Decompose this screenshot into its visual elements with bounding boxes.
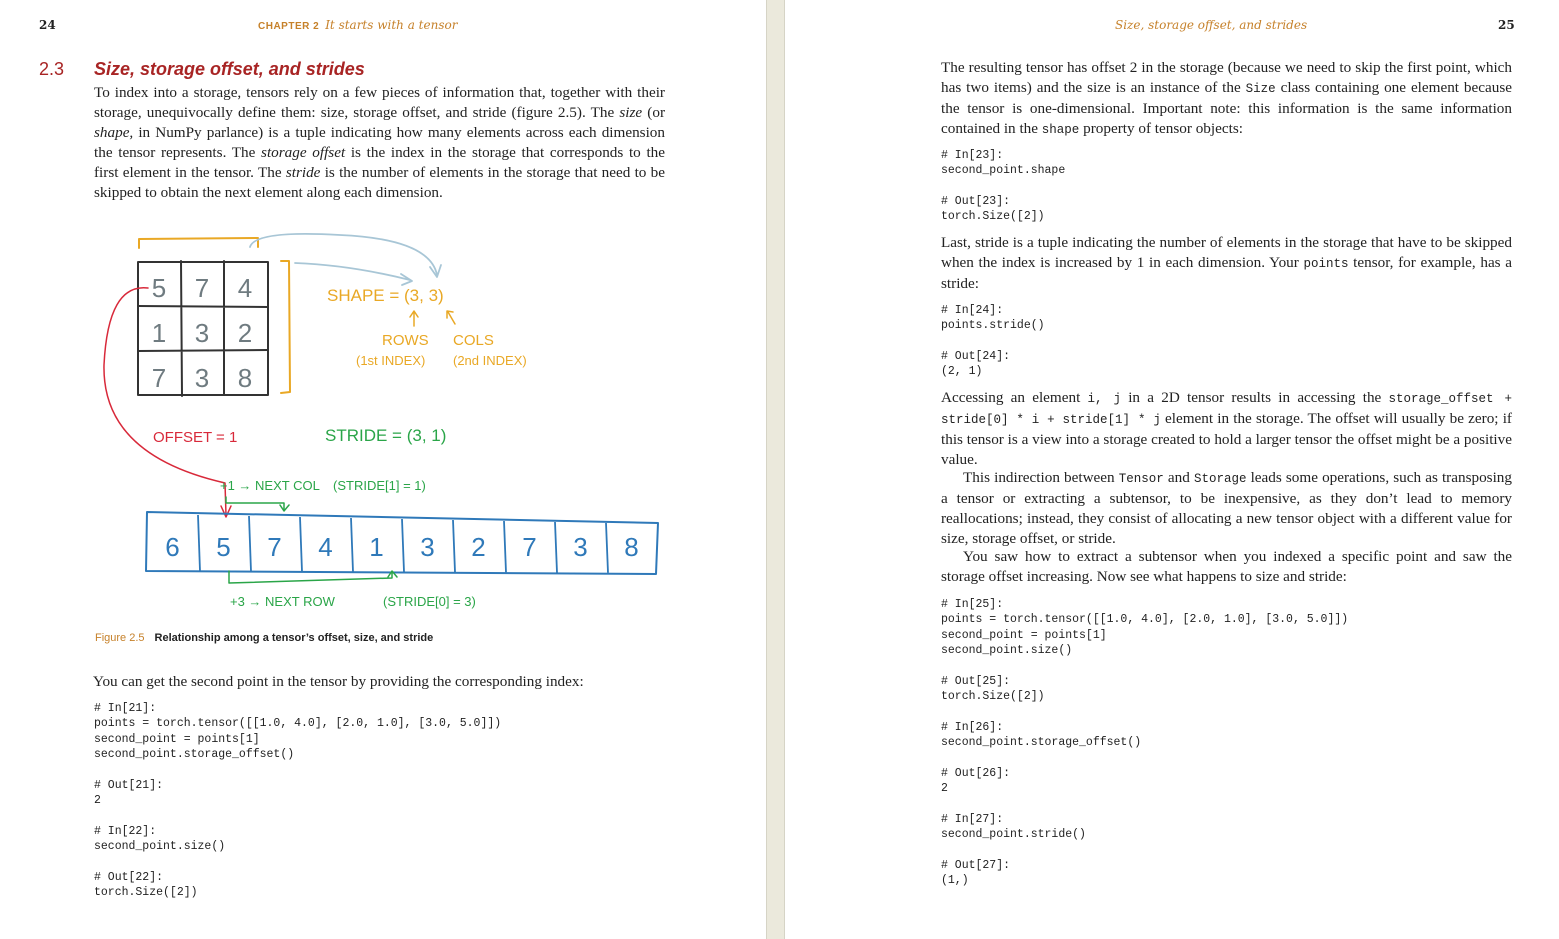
offset-label: OFFSET = 1 <box>153 429 238 446</box>
text-run: element in the storage. The offset will usually be zero; if this tensor is a view into a storage created to hold a larger tensor the offset might be a positive value. <box>941 410 1512 468</box>
code-out-22: # Out[22]: torch.Size([2]) <box>94 871 198 900</box>
text-run: Storage <box>1193 472 1247 486</box>
running-head-right <box>1115 18 1307 32</box>
text-run: stride <box>285 164 321 181</box>
running-head-right-text: Size, storage offset, and strides <box>1115 18 1308 32</box>
matrix-cell: 8 <box>237 363 253 393</box>
page-number-right: 25 <box>1498 18 1515 32</box>
text-run: in NumPy parlance) is a tuple indicating how many elements across each dimension the tensor represents. The <box>94 124 665 161</box>
shape-label: SHAPE = (3, 3) <box>327 286 444 305</box>
matrix-cell: 7 <box>151 363 167 393</box>
paragraph-offset <box>941 58 1512 140</box>
paragraph-indirection <box>941 468 1512 549</box>
page-number-left: 24 <box>39 18 56 32</box>
text-run: size <box>619 104 643 121</box>
text-run: points <box>1303 257 1349 271</box>
text-run: Last, stride is a tuple indicating the number of elements in the storage that have to be skipped when the index is increased by 1 in each dimension. Your <box>941 234 1512 271</box>
right-page <box>785 0 1559 939</box>
cols-label: COLS <box>453 332 494 349</box>
code-in-25: # In[25]: points = torch.tensor([[1.0, 4.0], [2.0, 1.0], [3.0, 5.0]]) second_point = points[1] second_point.size() <box>941 598 1349 658</box>
text-run: and <box>1163 469 1194 486</box>
shape-arrow-top <box>250 234 437 275</box>
text-run: in a 2D tensor results in accessing the <box>1120 389 1389 406</box>
storage-cell: 6 <box>165 532 180 562</box>
text-run: tensor, for example, has a stride: <box>941 254 1512 292</box>
storage-cell: 1 <box>369 532 384 562</box>
code-out-24: # Out[24]: (2, 1) <box>941 350 1011 379</box>
figure-caption <box>95 632 433 644</box>
figure-2-5 <box>0 225 766 625</box>
text-run: Tensor <box>1118 472 1164 486</box>
matrix-cell: 3 <box>194 363 210 393</box>
section-number: 2.3 <box>39 59 65 79</box>
figure-caption-text: Relationship among a tensor’s offset, size, and stride <box>154 632 434 644</box>
storage-divider <box>300 517 302 572</box>
next-row-label: +3 → NEXT ROW <box>230 594 335 609</box>
section-title: Size, storage offset, and strides <box>94 59 365 79</box>
storage-cell: 2 <box>471 532 486 562</box>
matrix-cell: 4 <box>237 273 253 303</box>
text-run: Accessing an element <box>941 389 1088 406</box>
next-row-stride: (STRIDE[0] = 3) <box>383 594 476 609</box>
text-run: i, j <box>1087 392 1121 406</box>
code-in-23: # In[23]: second_point.shape <box>941 149 1066 178</box>
matrix-cell: 1 <box>151 318 167 348</box>
text-run: This indirection between <box>963 469 1119 486</box>
code-in-21: # In[21]: points = torch.tensor([[1.0, 4.0], [2.0, 1.0], [3.0, 5.0]]) second_point = points[1] second_point.storage_offset() <box>94 702 502 762</box>
storage-divider <box>606 523 608 573</box>
left-page <box>0 0 766 939</box>
text-run: is the index in the storage that corresponds to the first element in the tensor. The <box>94 144 665 181</box>
text-run: shape, <box>94 124 134 141</box>
chapter-label: CHAPTER 2 <box>258 21 320 32</box>
storage-divider <box>555 522 557 573</box>
matrix-cell: 7 <box>194 273 210 303</box>
code-in-26: # In[26]: second_point.storage_offset() <box>941 721 1142 750</box>
shape-arrow-side <box>295 263 410 280</box>
code-out-21: # Out[21]: 2 <box>94 779 164 808</box>
paragraph-stride <box>941 233 1512 294</box>
text-run: To index into a storage, tensors rely on a few pieces of information that, together with their storage, unequivocally define them: size, storage offset, and stride (figure 2.5). The <box>94 84 665 121</box>
text-run: storage_offset + stride[0] * i + stride[1] * j <box>941 392 1512 427</box>
storage-divider <box>402 519 404 572</box>
storage-cell: 5 <box>216 532 231 562</box>
stride-label: STRIDE = (3, 1) <box>325 426 447 445</box>
storage-divider <box>351 518 353 572</box>
code-in-24: # In[24]: points.stride() <box>941 304 1045 333</box>
code-in-22: # In[22]: second_point.size() <box>94 825 226 854</box>
text-run: (or <box>642 104 665 121</box>
shape-brace-right <box>281 261 290 393</box>
storage-cell: 3 <box>573 532 588 562</box>
code-in-27: # In[27]: second_point.stride() <box>941 813 1086 842</box>
storage-divider <box>504 521 506 572</box>
code-out-23: # Out[23]: torch.Size([2]) <box>941 195 1045 224</box>
matrix-cell: 2 <box>237 318 253 348</box>
code-out-27: # Out[27]: (1,) <box>941 859 1011 888</box>
next-col-bracket <box>226 497 284 509</box>
code-out-26: # Out[26]: 2 <box>941 767 1011 796</box>
text-run: shape <box>1041 123 1080 137</box>
second-paragraph: You can get the second point in the tensor by providing the corresponding index: <box>93 673 584 690</box>
matrix-cell: 3 <box>194 318 210 348</box>
storage-divider <box>453 520 455 572</box>
cols-sub-label: (2nd INDEX) <box>453 353 527 368</box>
paragraph-access <box>941 388 1512 470</box>
next-col-label: +1 → NEXT COL <box>220 478 320 493</box>
running-head-left <box>258 18 457 32</box>
figure-number: Figure 2.5 <box>95 632 145 644</box>
text-run: Size <box>1245 82 1276 96</box>
code-out-25: # Out[25]: torch.Size([2]) <box>941 675 1045 704</box>
storage-cell: 4 <box>318 532 333 562</box>
text-run: property of tensor objects: <box>1079 120 1243 137</box>
text-run: The resulting tensor has offset 2 in the storage (because we need to skip the first point, which has two items) and the size is an instance of the <box>941 59 1512 96</box>
intro-paragraph <box>94 83 665 203</box>
storage-cell: 8 <box>624 532 639 562</box>
paragraph-subtensor <box>941 547 1512 587</box>
text-run: You saw how to extract a subtensor when you indexed a specific point and saw the storage offset increasing. Now see what happens to size and stride: <box>941 548 1512 585</box>
rows-label: ROWS <box>382 332 429 349</box>
text-run: storage offset <box>261 144 346 161</box>
rows-sub-label: (1st INDEX) <box>356 353 426 368</box>
storage-cell: 7 <box>267 532 282 562</box>
storage-cell: 7 <box>522 532 537 562</box>
next-col-stride: (STRIDE[1] = 1) <box>333 478 426 493</box>
chapter-title: It starts with a tensor <box>325 18 458 32</box>
storage-divider <box>249 516 251 571</box>
storage-divider <box>198 515 200 571</box>
book-gutter <box>766 0 785 939</box>
text-run: leads some operations, such as transposing a tensor or extracting a subtensor, to be inexpensive, as they don’t lead to memory reallocations; instead, they consist of allocating a new tensor object with a different value for size, storage offset, or stride. <box>941 469 1512 547</box>
matrix-cell: 5 <box>151 273 167 303</box>
text-run: class containing one element because the tensor is one-dimensional. Important note: this information is the same information contained in the <box>941 79 1512 137</box>
text-run: is the number of elements in the storage that need to be skipped to obtain the next element along each dimension. <box>94 164 665 201</box>
shape-brace-top <box>139 238 258 248</box>
storage-cell: 3 <box>420 532 435 562</box>
